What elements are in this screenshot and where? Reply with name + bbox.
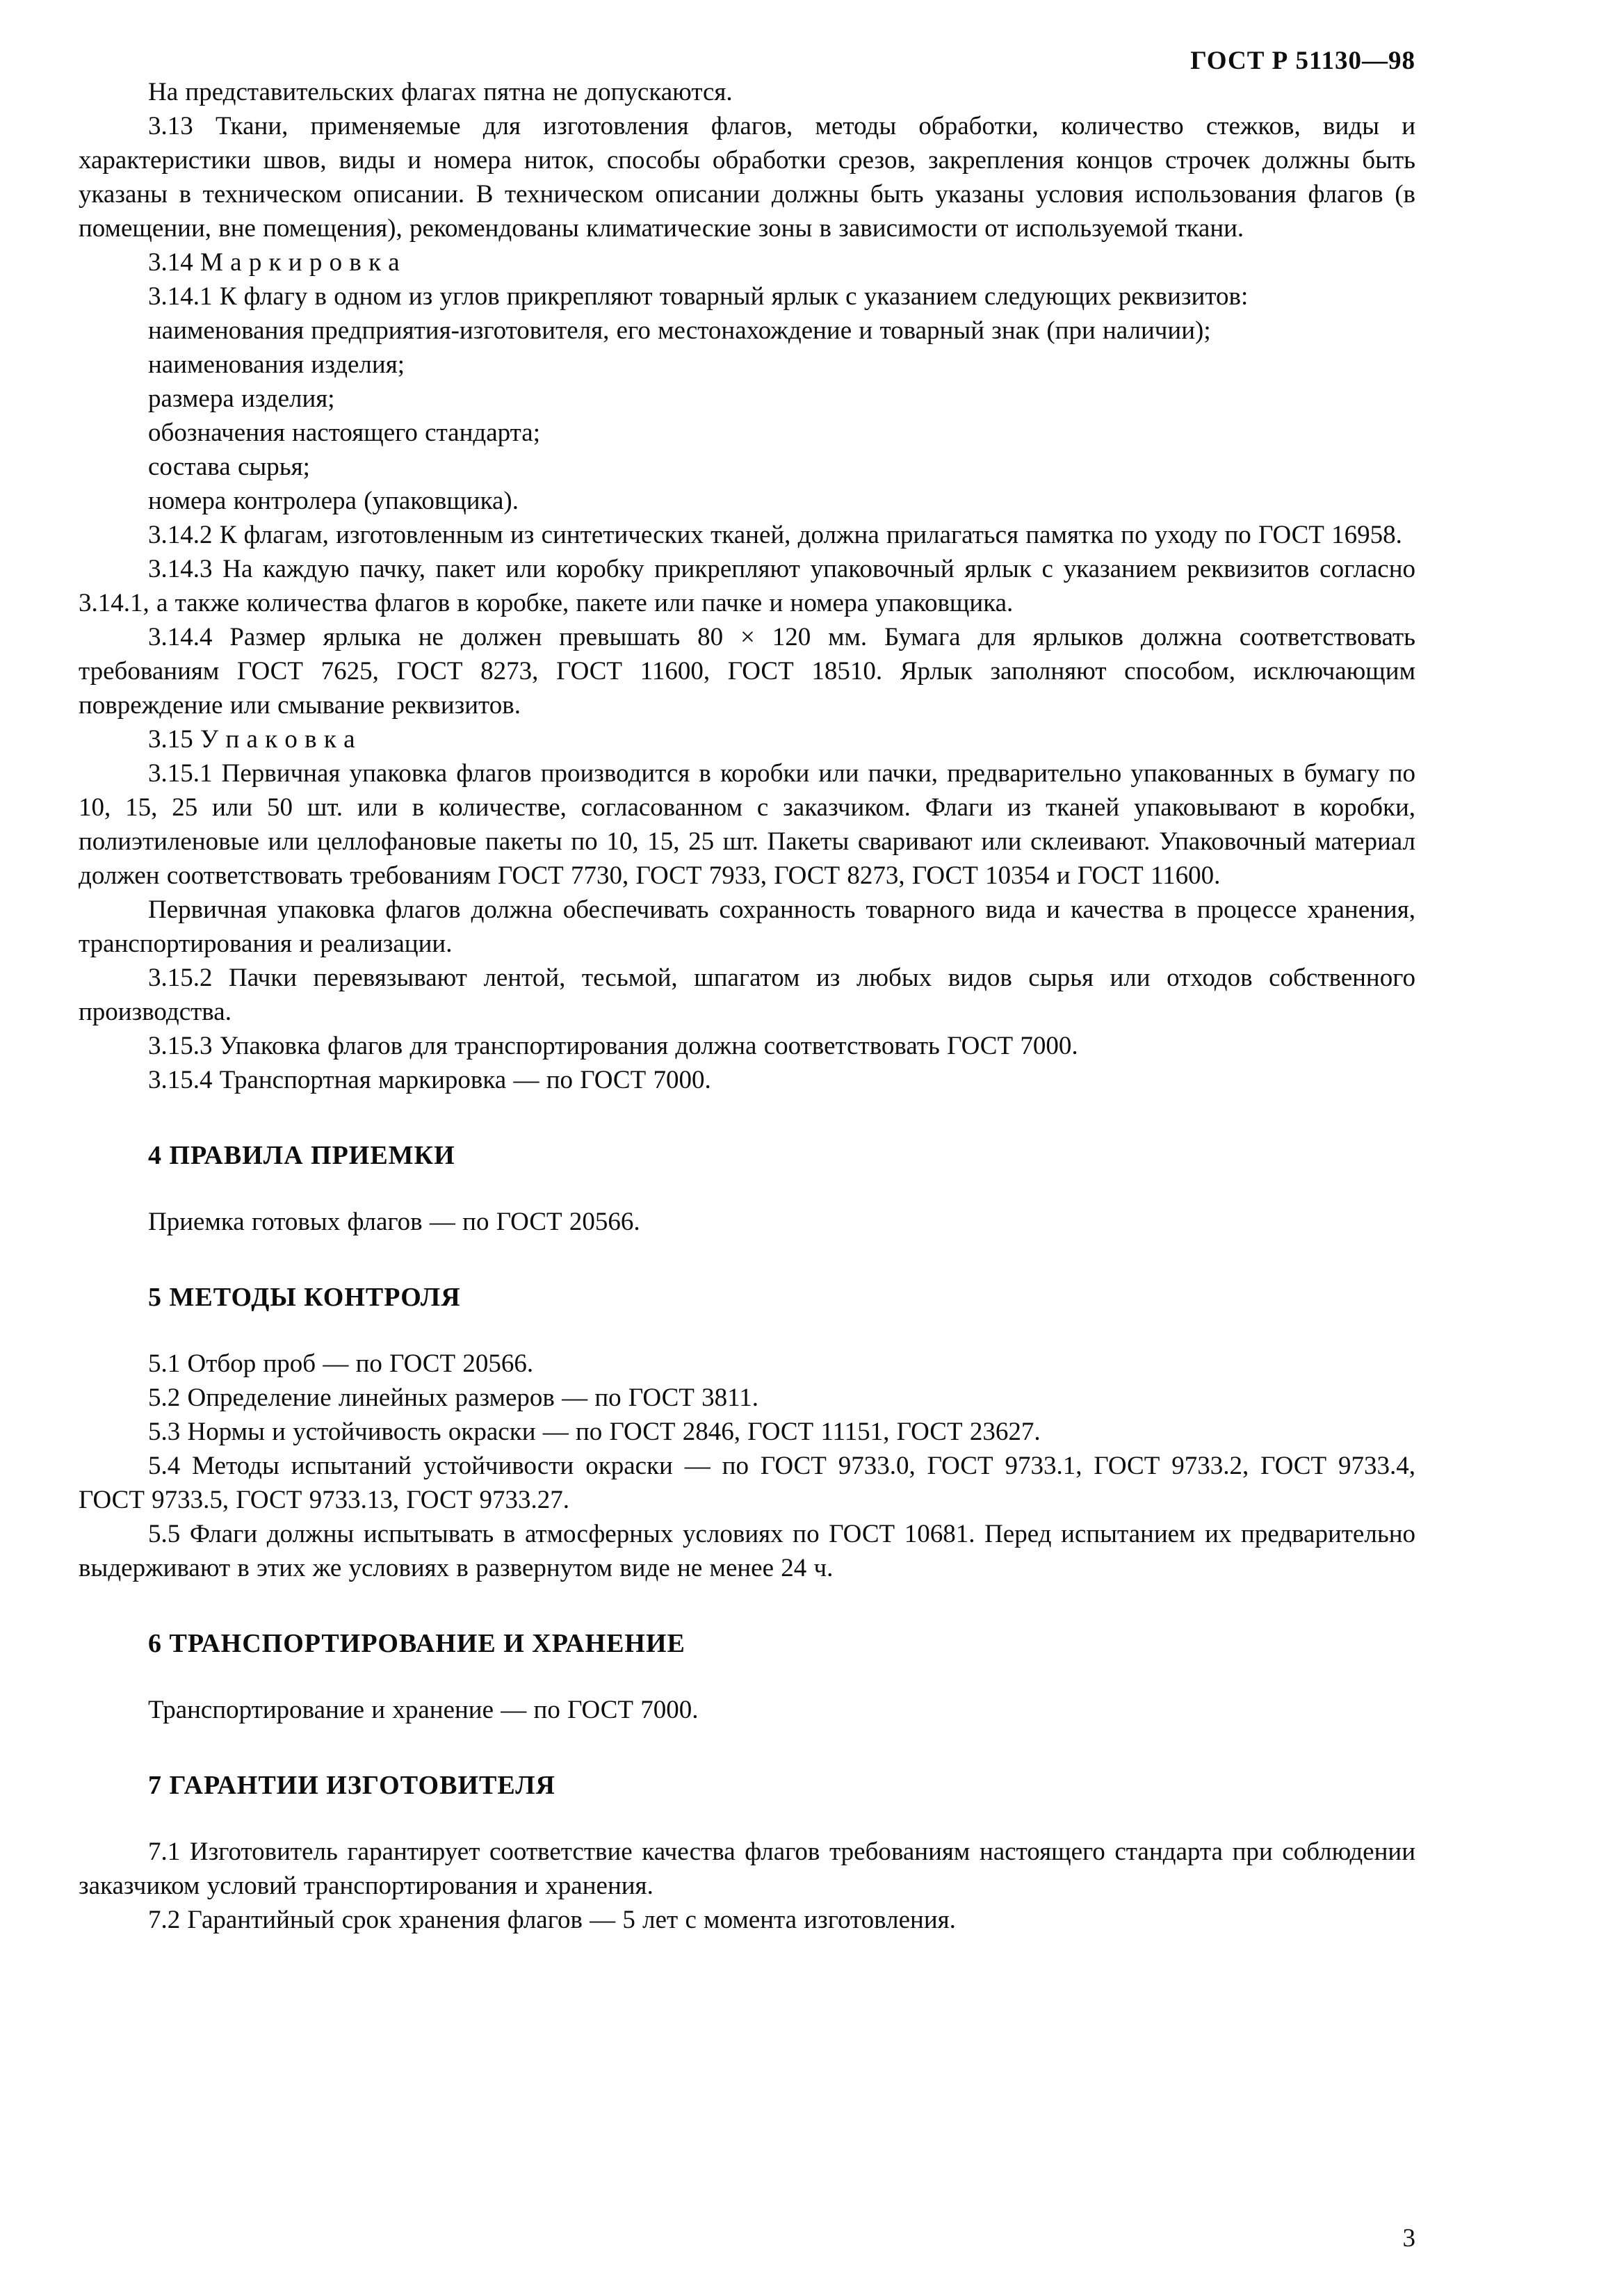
- paragraph: номера контролера (упаковщика).: [148, 487, 519, 515]
- doc-number: ГОСТ Р 51130—98: [1190, 47, 1415, 75]
- section-heading: 5 МЕТОДЫ КОНТРОЛЯ: [148, 1283, 461, 1312]
- paragraph: 3.15.4 Транспортная маркировка — по ГОСТ 7000.: [148, 1066, 711, 1094]
- paragraph: 5.4 Методы испытаний устойчивости окраски — по ГОСТ 9733.0, ГОСТ 9733.1, ГОСТ 9733.2, ГОСТ 9733.4, ГОСТ 9733.5, ГОСТ 9733.13, ГОСТ 9733.27.: [79, 1452, 1415, 1514]
- paragraph: 3.13 Ткани, применяемые для изготовления флагов, методы обработки, количество стежков, виды и характеристики швов, виды и номера ниток, способы обработки срезов, закрепления концов строчек должны быть указаны в техническом описании. В техническом описании должны быть указаны условия использования флагов (в помещении, вне помещения), рекомендованы климатические зоны в зависимости от используемой ткани.: [79, 112, 1415, 243]
- paragraph: размера изделия;: [148, 384, 335, 413]
- paragraph: обозначения настоящего стандарта;: [148, 419, 540, 447]
- paragraph: состава сырья;: [148, 453, 310, 481]
- paragraph: 3.14.2 К флагам, изготовленным из синтетических тканей, должна прилагаться памятка по уходу по ГОСТ 16958.: [148, 521, 1402, 549]
- paragraph: 3.15.2 Пачки перевязывают лентой, тесьмой, шпагатом из любых видов сырья или отходов собственного производства.: [79, 964, 1415, 1026]
- section-heading: 4 ПРАВИЛА ПРИЕМКИ: [148, 1141, 455, 1170]
- paragraph: 3.14 М а р к и р о в к а: [148, 248, 400, 277]
- paragraph: 3.14.3 На каждую пачку, пакет или коробку прикрепляют упаковочный ярлык с указанием реквизитов согласно 3.14.1, а также количества флагов в коробке, пакете или пачке и номера упаковщика.: [79, 555, 1415, 617]
- page-footer: [79, 2223, 1415, 2253]
- paragraph: На представительских флагах пятна не допускаются.: [148, 78, 733, 106]
- paragraph: 7.1 Изготовитель гарантирует соответствие качества флагов требованиям настоящего стандарта при соблюдении заказчиком условий транспортирования и хранения.: [79, 1838, 1415, 1900]
- paragraph: 7.2 Гарантийный срок хранения флагов — 5 лет с момента изготовления.: [148, 1906, 956, 1934]
- paragraph: 3.15.1 Первичная упаковка флагов производится в коробки или пачки, предварительно упакованных в бумагу по 10, 15, 25 или 50 шт. или в количестве, согласованном с заказчиком. Флаги из тканей упаковывают в коробки, полиэтиленовые или целлофановые пакеты по 10, 15, 25 шт. Пакеты сваривают или склеивают. Упаковочный материал должен соответствовать требованиям ГОСТ 7730, ГОСТ 7933, ГОСТ 8273, ГОСТ 10354 и ГОСТ 11600.: [79, 759, 1415, 890]
- paragraph: 3.14.1 К флагу в одном из углов прикрепляют товарный ярлык с указанием следующих реквизитов:: [148, 282, 1249, 311]
- section-heading: 7 ГАРАНТИИ ИЗГОТОВИТЕЛЯ: [148, 1771, 555, 1800]
- paragraph: Первичная упаковка флагов должна обеспечивать сохранность товарного вида и качества в процессе хранения, транспортирования и реализации.: [79, 895, 1415, 958]
- paragraph: 5.1 Отбор проб — по ГОСТ 20566.: [148, 1349, 534, 1378]
- paragraph: наименования предприятия-изготовителя, его местонахождение и товарный знак (при наличии);: [148, 316, 1211, 345]
- paragraph: 5.2 Определение линейных размеров — по ГОСТ 3811.: [148, 1384, 758, 1412]
- paragraph: 3.15 У п а к о в к а: [148, 725, 355, 754]
- paragraph: 5.5 Флаги должны испытывать в атмосферных условиях по ГОСТ 10681. Перед испытанием их предварительно выдерживают в этих же условиях в развернутом виде не менее 24 ч.: [79, 1520, 1415, 1582]
- page-number: 3: [1402, 2224, 1415, 2253]
- paragraph: Приемка готовых флагов — по ГОСТ 20566.: [148, 1208, 640, 1236]
- paragraph: 5.3 Нормы и устойчивость окраски — по ГОСТ 2846, ГОСТ 11151, ГОСТ 23627.: [148, 1418, 1041, 1446]
- paragraph: 3.15.3 Упаковка флагов для транспортирования должна соответствовать ГОСТ 7000.: [148, 1032, 1078, 1060]
- paragraph: наименования изделия;: [148, 350, 405, 379]
- document-body: [79, 75, 1415, 1937]
- paragraph: Транспортирование и хранение — по ГОСТ 7000.: [148, 1696, 699, 1724]
- paragraph: 3.14.4 Размер ярлыка не должен превышать 80 × 120 мм. Бумага для ярлыков должна соответствовать требованиям ГОСТ 7625, ГОСТ 8273, ГОСТ 11600, ГОСТ 18510. Ярлык заполняют способом, исключающим повреждение или смывание реквизитов.: [79, 623, 1415, 720]
- page-header: [79, 46, 1415, 76]
- section-heading: 6 ТРАНСПОРТИРОВАНИЕ И ХРАНЕНИЕ: [148, 1629, 685, 1658]
